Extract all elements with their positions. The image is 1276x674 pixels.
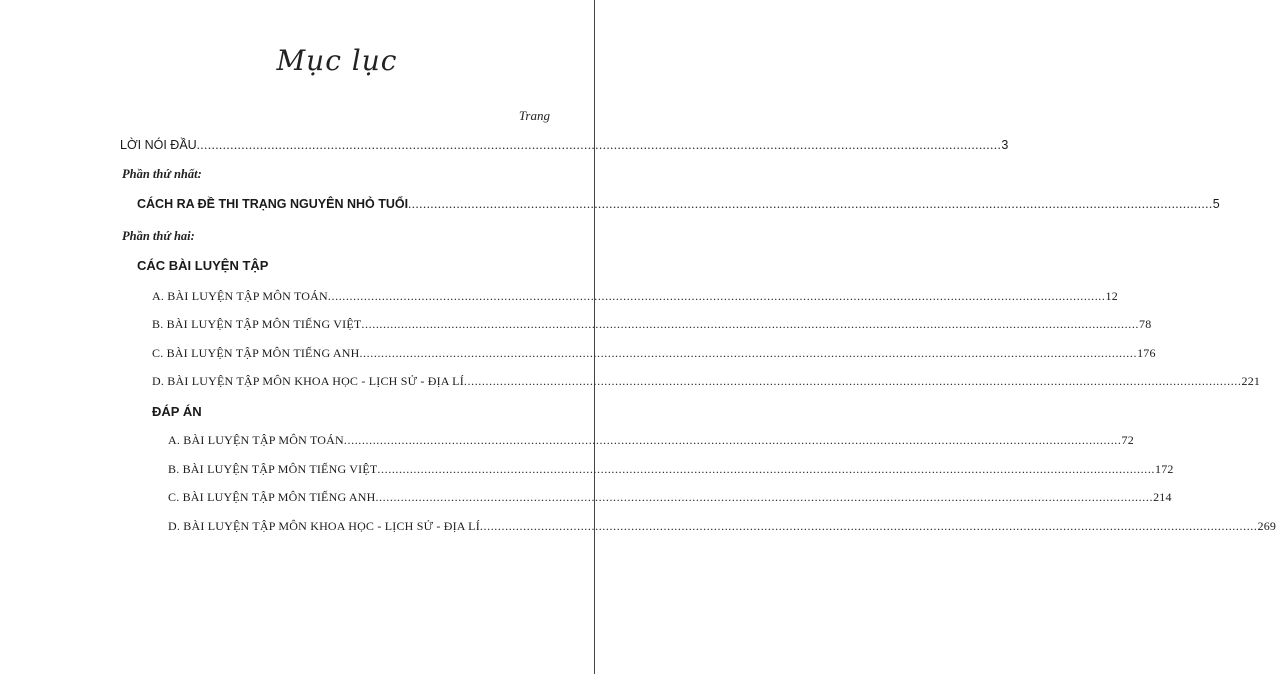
toc-entry-answer: [168, 519, 1276, 534]
page-column-label: Trang: [518, 108, 550, 123]
toc-title: Mục lục: [276, 44, 398, 77]
toc-entry-label: C. BÀI LUYỆN TẬP MÔN TIẾNG ANH: [168, 490, 376, 504]
toc-entry-label: A. BÀI LUYỆN TẬP MÔN TOÁN: [152, 289, 328, 303]
dot-leader: ........................................................................................................................................................................................................................: [361, 317, 1140, 331]
toc-entry-exercise: [152, 289, 1118, 304]
toc-entry-label: C. BÀI LUYỆN TẬP MÔN TIẾNG ANH: [152, 346, 360, 360]
toc-entry-answer: [168, 433, 1134, 448]
toc-entry-part1: [137, 197, 1220, 212]
toc-entry-page: 72: [1121, 433, 1134, 447]
toc-entry-exercise: [152, 346, 1156, 361]
toc-entry-label: D. BÀI LUYỆN TẬP MÔN KHOA HỌC - LỊCH SỬ - ĐỊA LÍ: [152, 374, 464, 388]
dot-leader: ........................................................................................................................................................................................................................: [359, 346, 1138, 360]
dot-leader: ........................................................................................................................................................................................................................: [463, 374, 1242, 388]
answers-heading: ĐÁP ÁN: [152, 404, 202, 419]
toc-entry-page: 3: [1001, 138, 1009, 152]
toc-entry-label: A. BÀI LUYỆN TẬP MÔN TOÁN: [168, 433, 344, 447]
exercises-section-heading: CÁC BÀI LUYỆN TẬP: [137, 258, 269, 273]
toc-entry-page: 214: [1153, 490, 1172, 504]
dot-leader: ........................................................................................................................................................................................................................: [375, 490, 1154, 504]
toc-entry-label: B. BÀI LUYỆN TẬP MÔN TIẾNG VIỆT: [152, 317, 362, 331]
part1-heading: Phần thứ nhất:: [122, 167, 202, 181]
toc-entry-page: 12: [1105, 289, 1118, 303]
toc-entry-label: LỜI NÓI ĐẦU: [120, 138, 197, 152]
toc-entry-page: 176: [1137, 346, 1156, 360]
dot-leader: ........................................................................................................................................................................................................................: [377, 462, 1156, 476]
dot-leader: ........................................................................................................................................................................................................................: [327, 289, 1106, 303]
toc-entry-page: 78: [1139, 317, 1152, 331]
toc-entry-page: 5: [1212, 197, 1220, 211]
toc-entry-label: B. BÀI LUYỆN TẬP MÔN TIẾNG VIỆT: [168, 462, 378, 476]
page-edge-line: [594, 0, 595, 674]
toc-entry-page: 269: [1257, 519, 1276, 533]
dot-leader: ........................................................................................................................................................................................................................: [343, 433, 1122, 447]
toc-entry-page: 172: [1155, 462, 1174, 476]
toc-entry-label: CÁCH RA ĐỀ THI TRẠNG NGUYÊN NHỎ TUỔI: [137, 197, 409, 211]
dot-leader: ........................................................................................................................................................................................................................: [408, 197, 1213, 211]
toc-entry-preface: [120, 138, 1009, 153]
toc-entry-label: D. BÀI LUYỆN TẬP MÔN KHOA HỌC - LỊCH SỬ - ĐỊA LÍ: [168, 519, 480, 533]
toc-entry-answer: [168, 490, 1172, 505]
toc-entry-answer: [168, 462, 1174, 477]
dot-leader: ........................................................................................................................................................................................................................: [479, 519, 1258, 533]
toc-entry-page: 221: [1241, 374, 1261, 388]
toc-entry-exercise: [152, 317, 1152, 332]
dot-leader: ........................................................................................................................................................................................................................: [196, 138, 1002, 152]
toc-entry-exercise: [152, 374, 1261, 389]
part2-heading: Phần thứ hai:: [122, 229, 195, 243]
